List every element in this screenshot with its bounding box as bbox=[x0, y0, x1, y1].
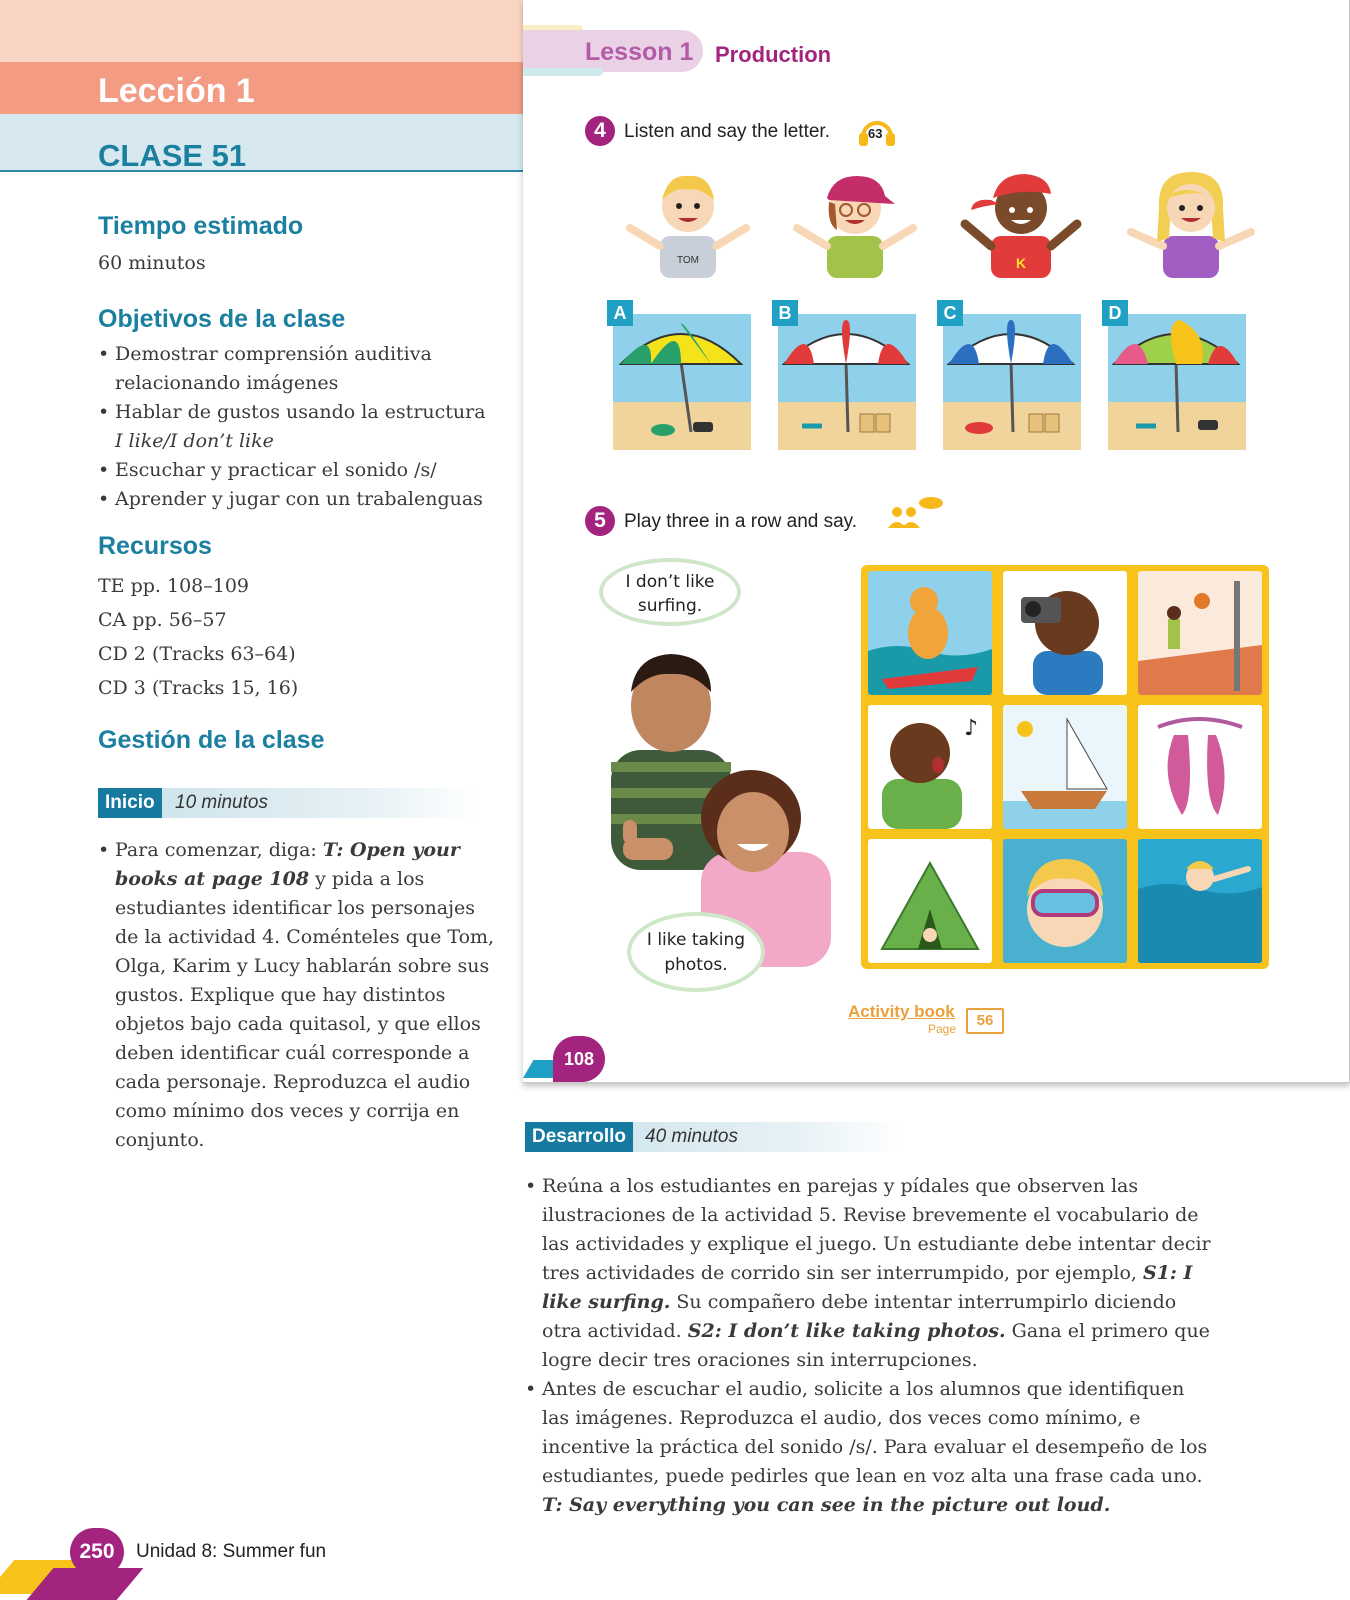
grid-cell-swimming bbox=[1138, 839, 1262, 963]
gestion-title: Gestión de la clase bbox=[98, 726, 325, 754]
activity-4-number: 4 bbox=[585, 116, 615, 146]
pair-work-icon bbox=[885, 496, 945, 530]
activity-5-number: 5 bbox=[585, 506, 615, 536]
speech-bubble-dont-like: I don’t like surfing. bbox=[599, 558, 741, 626]
desarrollo-bar bbox=[525, 1122, 905, 1152]
three-in-a-row-grid bbox=[861, 565, 1269, 969]
list-item: • Aprender y jugar con un trabalenguas bbox=[98, 485, 493, 514]
list-item: • Escuchar y practicar el sonido /s/ bbox=[98, 456, 493, 485]
recurso-item: CD 2 (Tracks 63–64) bbox=[98, 643, 296, 665]
desarrollo-label: Desarrollo bbox=[525, 1122, 633, 1152]
inicio-label: Inicio bbox=[98, 788, 162, 818]
clase-band bbox=[0, 114, 523, 172]
header-band-top bbox=[0, 0, 523, 62]
list-item: • Antes de escuchar el audio, solicite a los alumnos que identifiquen las imágenes. Reproduzca el audio, dos veces como mínimo, e incentive la práctica del sonido /s/. Para evaluar el desempeño de los estudiantes, puede pedirles que lean en voz alta una frase cada uno. T: Say everything you can see in the picture out loud. bbox=[525, 1375, 1215, 1520]
gestion-section bbox=[98, 726, 493, 755]
headphones-icon bbox=[857, 115, 897, 147]
grid-cell-dog-surfing bbox=[868, 571, 992, 695]
umbrella-picture-a bbox=[613, 314, 751, 450]
shirt-label: TOM bbox=[676, 255, 700, 266]
umbrella-picture-c bbox=[943, 314, 1081, 450]
inicio-bar bbox=[98, 788, 478, 818]
inicio-body bbox=[98, 836, 498, 1155]
objetivos-title: Objetivos de la clase bbox=[98, 305, 346, 333]
shirt-label: K bbox=[1015, 255, 1027, 271]
list-item: • Reúna a los estudiantes en parejas y pídales que observen las ilustraciones de la actividad 5. Revise brevemente el vocabulario de las actividades y explique el juego. Un estudiante debe intentar decir tres actividades de corrido sin ser interrumpido, por ejemplo, S1: I like surfing. Su compañero debe intentar interrumpirlo diciendo otra actividad. S2: I don’t like taking photos. Gana el primero que logre decir tres oraciones sin interrupciones. bbox=[525, 1172, 1215, 1375]
leccion-title: Lección 1 bbox=[98, 72, 255, 110]
recurso-item: CA pp. 56–57 bbox=[98, 609, 227, 631]
activity-book-page-label: Page bbox=[928, 1022, 957, 1036]
grid-cell-camping bbox=[868, 839, 992, 963]
lesson-label: Lesson 1 bbox=[585, 38, 694, 66]
leccion-band bbox=[0, 62, 523, 114]
tiempo-value: 60 minutos bbox=[98, 252, 206, 274]
activity-5-instruction: Play three in a row and say. bbox=[624, 511, 858, 532]
clase-title: CLASE 51 bbox=[98, 138, 247, 173]
grid-cell-basketball bbox=[1138, 571, 1262, 695]
tiempo-title: Tiempo estimado bbox=[98, 212, 304, 240]
recurso-item: CD 3 (Tracks 15, 16) bbox=[98, 677, 299, 699]
grid-cell-taking-photos bbox=[1003, 571, 1127, 695]
option-letter-b: B bbox=[772, 300, 798, 326]
unit-title: Unidad 8: Summer fun bbox=[136, 1541, 327, 1562]
objetivos-section bbox=[98, 305, 493, 514]
grid-cell-ballet-shoes bbox=[1138, 705, 1262, 829]
character-lucy bbox=[1121, 168, 1261, 278]
grid-cell-sailing bbox=[1003, 705, 1127, 829]
section-label: Production bbox=[715, 42, 832, 67]
desarrollo-time: 40 minutos bbox=[645, 1126, 738, 1147]
recursos-title: Recursos bbox=[98, 532, 212, 560]
speech-bubble-like: I like taking photos. bbox=[627, 912, 765, 992]
student-book-page bbox=[523, 0, 1350, 1083]
svg-text:♪: ♪ bbox=[964, 716, 979, 741]
list-item: • Hablar de gustos usando la estructura I like/I don’t like bbox=[98, 398, 493, 456]
character-olga bbox=[785, 168, 925, 278]
umbrella-picture-d bbox=[1108, 314, 1246, 450]
activity-book-page-number: 56 bbox=[966, 1008, 1004, 1034]
track-number: 63 bbox=[868, 126, 883, 141]
objetivos-list bbox=[98, 340, 493, 514]
page-number: 250 bbox=[70, 1528, 124, 1576]
recursos-section bbox=[98, 532, 493, 705]
activity-book-link[interactable]: Activity book bbox=[848, 1002, 955, 1021]
umbrella-picture-b bbox=[778, 314, 916, 450]
recurso-item: TE pp. 108–109 bbox=[98, 575, 250, 597]
grid-cell-snorkelling bbox=[1003, 839, 1127, 963]
list-item: • Para comenzar, diga: T: Open your books at page 108 y pida a los estudiantes identificar los personajes de la actividad 4. Coménteles que Tom, Olga, Karim y Lucy hablarán sobre sus gustos. Explique que hay distintos objetos bajo cada quitasol, y que ellos deben identificar cuál corresponde a cada personaje. Reproduzca el audio como mínimo dos veces y corrija en conjunto. bbox=[98, 836, 498, 1155]
grid-cell-singing bbox=[868, 705, 992, 829]
option-letter-a: A bbox=[607, 300, 633, 326]
option-letter-c: C bbox=[937, 300, 963, 326]
desarrollo-body bbox=[525, 1172, 1215, 1520]
list-item: • Demostrar comprensión auditiva relacionando imágenes bbox=[98, 340, 493, 398]
activity-4-instruction: Listen and say the letter. bbox=[624, 121, 830, 142]
character-tom bbox=[618, 168, 758, 278]
inicio-time: 10 minutos bbox=[175, 792, 268, 813]
character-karim bbox=[951, 168, 1091, 278]
student-book-page-number: 108 bbox=[553, 1036, 605, 1082]
option-letter-d: D bbox=[1102, 300, 1128, 326]
tiempo-section bbox=[98, 212, 493, 278]
